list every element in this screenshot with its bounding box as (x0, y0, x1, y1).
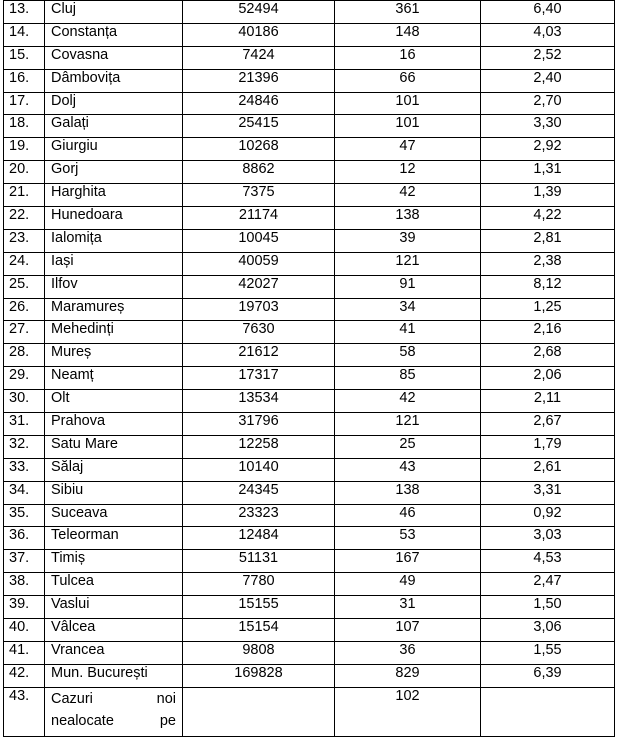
cases-cell: 101 (335, 115, 481, 138)
table-row (4, 367, 615, 390)
population-cell: 23323 (183, 504, 335, 527)
row-number-cell: 14. (4, 23, 45, 46)
population-cell: 31796 (183, 413, 335, 436)
row-number-cell: 19. (4, 138, 45, 161)
rate-cell: 2,68 (481, 344, 615, 367)
table-row (4, 69, 615, 92)
population-cell: 169828 (183, 664, 335, 687)
county-name-cell: Mureș (45, 344, 183, 367)
row-number-cell: 39. (4, 596, 45, 619)
table-row (4, 504, 615, 527)
row-number-cell: 21. (4, 184, 45, 207)
rate-cell: 2,81 (481, 229, 615, 252)
table-row (4, 23, 615, 46)
county-name-cell: Mun. București (45, 664, 183, 687)
row-number-cell: 25. (4, 275, 45, 298)
table-row (4, 687, 615, 736)
row-number-cell: 22. (4, 207, 45, 230)
rate-cell: 1,79 (481, 435, 615, 458)
table-row (4, 664, 615, 687)
row-number-cell: 26. (4, 298, 45, 321)
rate-cell: 1,25 (481, 298, 615, 321)
county-name-cell: Ialomița (45, 229, 183, 252)
rate-cell: 2,70 (481, 92, 615, 115)
rate-cell (481, 687, 615, 736)
population-cell: 40059 (183, 252, 335, 275)
county-name-cell: Dolj (45, 92, 183, 115)
population-cell: 12484 (183, 527, 335, 550)
population-cell: 7424 (183, 46, 335, 69)
cases-cell: 361 (335, 1, 481, 24)
table-row (4, 46, 615, 69)
row-number-cell: 17. (4, 92, 45, 115)
population-cell: 10140 (183, 458, 335, 481)
county-name-cell: Olt (45, 390, 183, 413)
row-number-cell: 29. (4, 367, 45, 390)
population-cell: 7375 (183, 184, 335, 207)
table-row (4, 344, 615, 367)
cases-cell: 53 (335, 527, 481, 550)
table-row (4, 207, 615, 230)
rate-cell: 8,12 (481, 275, 615, 298)
cases-cell: 138 (335, 481, 481, 504)
county-name-cell: Galați (45, 115, 183, 138)
county-name-cell: Vrancea (45, 641, 183, 664)
population-cell (183, 687, 335, 736)
county-name-cell: Tulcea (45, 573, 183, 596)
cases-cell: 47 (335, 138, 481, 161)
population-cell: 9808 (183, 641, 335, 664)
row-number-cell: 43. (4, 687, 45, 736)
row-number-cell: 30. (4, 390, 45, 413)
rate-cell: 2,52 (481, 46, 615, 69)
row-number-cell: 40. (4, 619, 45, 642)
county-name-cell: Covasna (45, 46, 183, 69)
county-name-cell: Prahova (45, 413, 183, 436)
rate-cell: 0,92 (481, 504, 615, 527)
county-name-cell: Constanța (45, 23, 183, 46)
county-name-cell: Timiș (45, 550, 183, 573)
row-number-cell: 20. (4, 161, 45, 184)
rate-cell: 4,22 (481, 207, 615, 230)
population-cell: 25415 (183, 115, 335, 138)
population-cell: 8862 (183, 161, 335, 184)
population-cell: 21612 (183, 344, 335, 367)
row-number-cell: 18. (4, 115, 45, 138)
population-cell: 24345 (183, 481, 335, 504)
rate-cell: 3,30 (481, 115, 615, 138)
cases-cell: 167 (335, 550, 481, 573)
rate-cell: 2,67 (481, 413, 615, 436)
rate-cell: 1,31 (481, 161, 615, 184)
population-cell: 42027 (183, 275, 335, 298)
population-cell: 10045 (183, 229, 335, 252)
cases-cell: 121 (335, 252, 481, 275)
cases-cell: 34 (335, 298, 481, 321)
county-cases-table (3, 0, 615, 737)
population-cell: 12258 (183, 435, 335, 458)
table-row (4, 298, 615, 321)
cases-cell: 25 (335, 435, 481, 458)
county-name-cell: Ilfov (45, 275, 183, 298)
county-name-cell: Sălaj (45, 458, 183, 481)
county-name-cell: Vaslui (45, 596, 183, 619)
cases-cell: 12 (335, 161, 481, 184)
cases-cell: 107 (335, 619, 481, 642)
cases-cell: 42 (335, 184, 481, 207)
row-number-cell: 24. (4, 252, 45, 275)
rate-cell: 6,40 (481, 1, 615, 24)
table-row (4, 138, 615, 161)
rate-cell: 1,55 (481, 641, 615, 664)
row-number-cell: 33. (4, 458, 45, 481)
cases-cell: 43 (335, 458, 481, 481)
unallocated-cases-label: Cazuri noi nealocate pe (51, 690, 176, 729)
population-cell: 21396 (183, 69, 335, 92)
county-name-cell: Giurgiu (45, 138, 183, 161)
table-row (4, 550, 615, 573)
table-row (4, 115, 615, 138)
population-cell: 15154 (183, 619, 335, 642)
table-row (4, 641, 615, 664)
row-number-cell: 16. (4, 69, 45, 92)
county-name-cell: Neamț (45, 367, 183, 390)
row-number-cell: 42. (4, 664, 45, 687)
row-number-cell: 38. (4, 573, 45, 596)
rate-cell: 4,03 (481, 23, 615, 46)
rate-cell: 3,06 (481, 619, 615, 642)
rate-cell: 2,16 (481, 321, 615, 344)
cases-cell: 36 (335, 641, 481, 664)
row-number-cell: 27. (4, 321, 45, 344)
cases-cell: 102 (335, 687, 481, 736)
county-name-cell: Maramureș (45, 298, 183, 321)
county-name-cell (45, 687, 183, 736)
table-row (4, 390, 615, 413)
table-row (4, 184, 615, 207)
population-cell: 13534 (183, 390, 335, 413)
population-cell: 7780 (183, 573, 335, 596)
row-number-cell: 28. (4, 344, 45, 367)
table-body (4, 1, 615, 737)
cases-cell: 138 (335, 207, 481, 230)
cases-cell: 148 (335, 23, 481, 46)
table-row (4, 458, 615, 481)
table-row (4, 481, 615, 504)
county-name-cell: Harghita (45, 184, 183, 207)
county-name-cell: Teleorman (45, 527, 183, 550)
cases-cell: 46 (335, 504, 481, 527)
table-row (4, 527, 615, 550)
table-row (4, 252, 615, 275)
rate-cell: 2,40 (481, 69, 615, 92)
row-number-cell: 34. (4, 481, 45, 504)
rate-cell: 2,38 (481, 252, 615, 275)
rate-cell: 2,06 (481, 367, 615, 390)
row-number-cell: 23. (4, 229, 45, 252)
table-row (4, 435, 615, 458)
row-number-cell: 31. (4, 413, 45, 436)
table-row (4, 275, 615, 298)
rate-cell: 1,39 (481, 184, 615, 207)
county-name-cell: Suceava (45, 504, 183, 527)
table-row (4, 229, 615, 252)
cases-cell: 31 (335, 596, 481, 619)
row-number-cell: 32. (4, 435, 45, 458)
population-cell: 10268 (183, 138, 335, 161)
row-number-cell: 37. (4, 550, 45, 573)
cases-cell: 49 (335, 573, 481, 596)
rate-cell: 6,39 (481, 664, 615, 687)
population-cell: 19703 (183, 298, 335, 321)
cases-cell: 16 (335, 46, 481, 69)
cases-cell: 41 (335, 321, 481, 344)
population-cell: 17317 (183, 367, 335, 390)
population-cell: 52494 (183, 1, 335, 24)
rate-cell: 2,11 (481, 390, 615, 413)
rate-cell: 2,47 (481, 573, 615, 596)
cases-cell: 829 (335, 664, 481, 687)
row-number-cell: 13. (4, 1, 45, 24)
table-row (4, 619, 615, 642)
cases-cell: 66 (335, 69, 481, 92)
county-name-cell: Iași (45, 252, 183, 275)
table-row (4, 573, 615, 596)
county-name-cell: Vâlcea (45, 619, 183, 642)
cases-cell: 58 (335, 344, 481, 367)
rate-cell: 4,53 (481, 550, 615, 573)
county-name-cell: Mehedinți (45, 321, 183, 344)
rate-cell: 1,50 (481, 596, 615, 619)
rate-cell: 3,31 (481, 481, 615, 504)
population-cell: 40186 (183, 23, 335, 46)
population-cell: 51131 (183, 550, 335, 573)
population-cell: 15155 (183, 596, 335, 619)
table-row (4, 1, 615, 24)
county-name-cell: Gorj (45, 161, 183, 184)
rate-cell: 2,61 (481, 458, 615, 481)
table-row (4, 596, 615, 619)
cases-cell: 42 (335, 390, 481, 413)
rate-cell: 3,03 (481, 527, 615, 550)
county-name-cell: Hunedoara (45, 207, 183, 230)
table-row (4, 413, 615, 436)
cases-cell: 91 (335, 275, 481, 298)
cases-cell: 85 (335, 367, 481, 390)
row-number-cell: 36. (4, 527, 45, 550)
row-number-cell: 15. (4, 46, 45, 69)
population-cell: 7630 (183, 321, 335, 344)
population-cell: 21174 (183, 207, 335, 230)
county-name-cell: Cluj (45, 1, 183, 24)
county-name-cell: Sibiu (45, 481, 183, 504)
row-number-cell: 41. (4, 641, 45, 664)
rate-cell: 2,92 (481, 138, 615, 161)
table-row (4, 321, 615, 344)
table-row (4, 92, 615, 115)
population-cell: 24846 (183, 92, 335, 115)
county-name-cell: Satu Mare (45, 435, 183, 458)
county-name-cell: Dâmbovița (45, 69, 183, 92)
cases-cell: 121 (335, 413, 481, 436)
table-row (4, 161, 615, 184)
cases-cell: 39 (335, 229, 481, 252)
row-number-cell: 35. (4, 504, 45, 527)
cases-cell: 101 (335, 92, 481, 115)
